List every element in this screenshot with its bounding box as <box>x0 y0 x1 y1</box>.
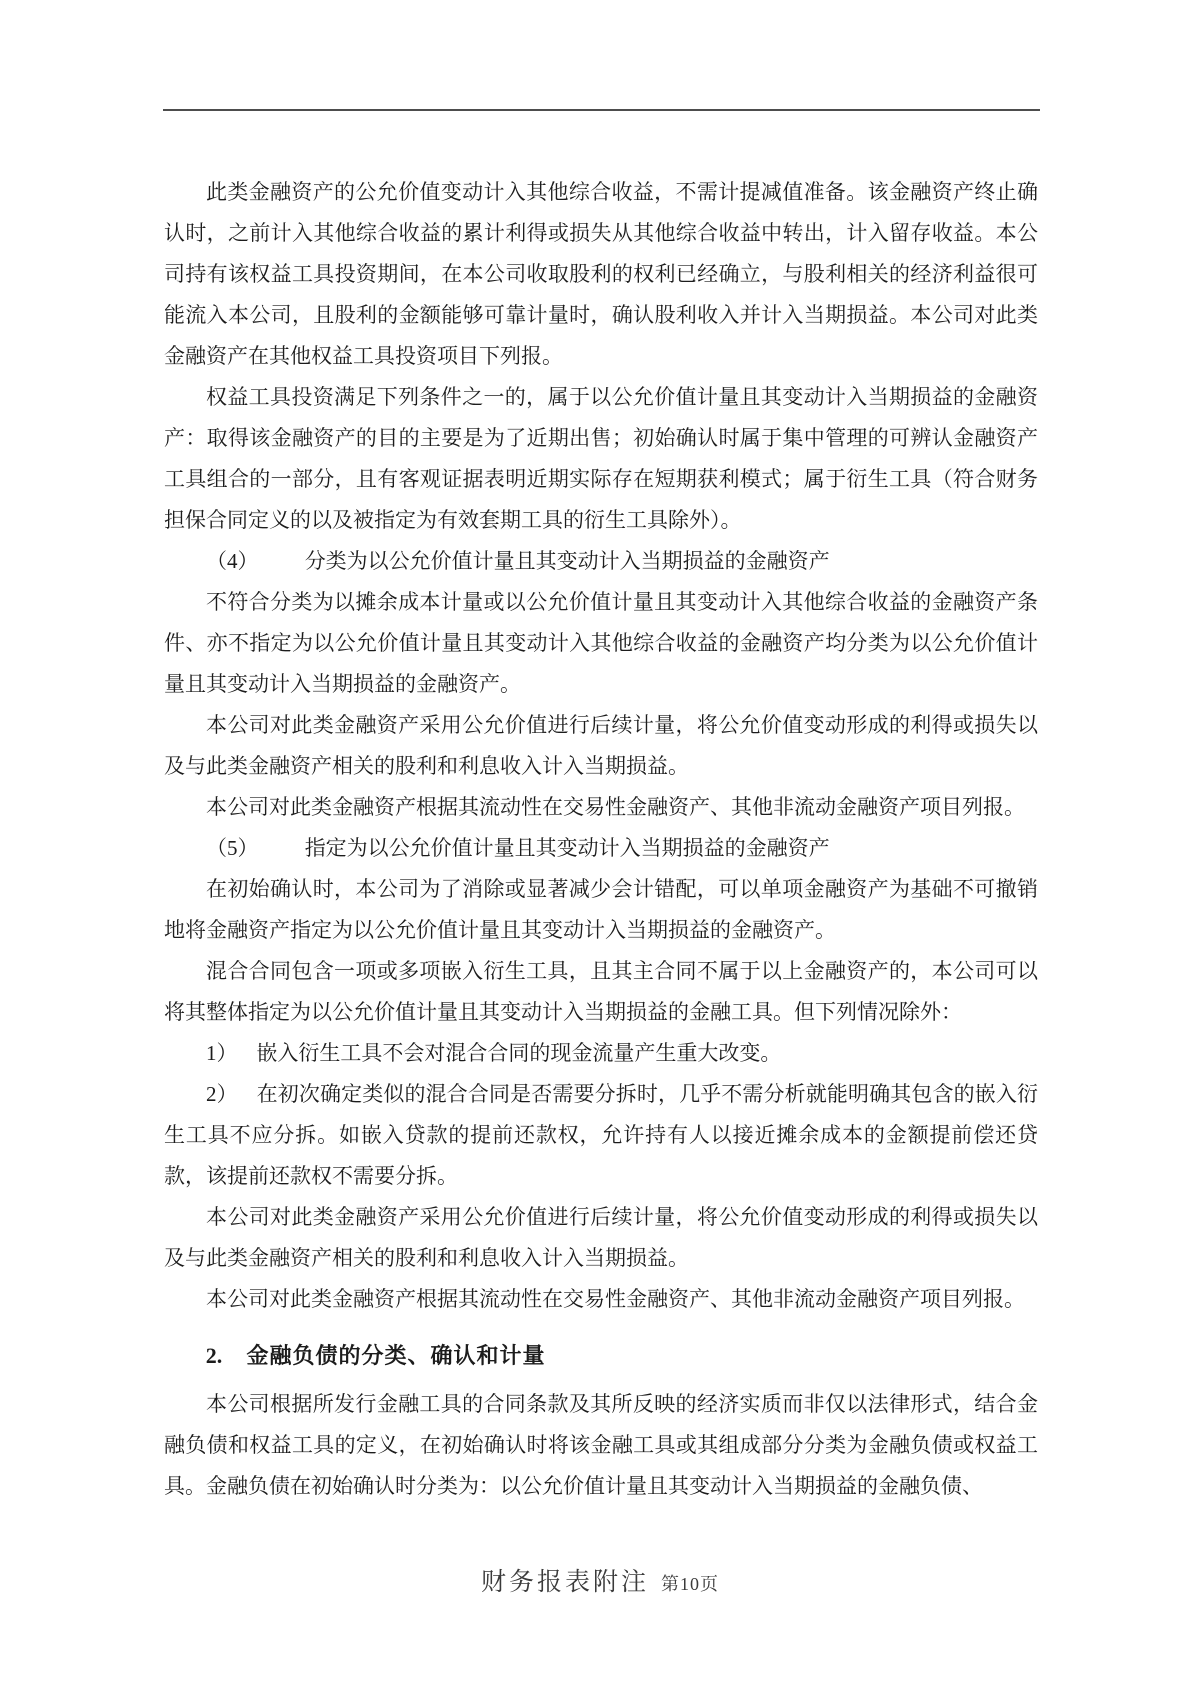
page-footer <box>0 1562 1200 1598</box>
footer-doc-title: 财务报表附注 <box>480 1569 649 1596</box>
paragraph: 本公司根据所发行金融工具的合同条款及其所反映的经济实质而非仅以法律形式，结合金融负债和权益工具的定义，在初始确认时将该金融工具或其组成部分分类为金融负债或权益工具。金融负债在初始确认时分类为：以公允价值计量且其变动计入当期损益的金融负债、 <box>164 1392 1038 1498</box>
item-marker: （4） <box>206 549 259 573</box>
paragraph: 在初始确认时，本公司为了消除或显著减少会计错配，可以单项金融资产为基础不可撤销地将金融资产指定为以公允价值计量且其变动计入当期损益的金融资产。 <box>164 877 1038 942</box>
list-item <box>164 1074 1038 1197</box>
item-text: 嵌入衍生工具不会对混合合同的现金流量产生重大改变。 <box>256 1041 782 1065</box>
item-text: 金融负债的分类、确认和计量 <box>246 1343 546 1368</box>
item-marker: 1） <box>206 1041 238 1065</box>
paragraph: 本公司对此类金融资产根据其流动性在交易性金融资产、其他非流动金融资产项目列报。 <box>206 795 1025 819</box>
paragraph: 此类金融资产的公允价值变动计入其他综合收益，不需计提减值准备。该金融资产终止确认时，之前计入其他综合收益的累计利得或损失从其他综合收益中转出，计入留存收益。本公司持有该权益工具投资期间，在本公司收取股利的权利已经确立，与股利相关的经济利益很可能流入本公司，且股利的金额能够可靠计量时，确认股利收入并计入当期损益。本公司对此类金融资产在其他权益工具投资项目下列报。 <box>164 180 1038 368</box>
paragraph: 权益工具投资满足下列条件之一的，属于以公允价值计量且其变动计入当期损益的金融资产：取得该金融资产的目的主要是为了近期出售；初始确认时属于集中管理的可辨认金融资产工具组合的一部分，且有客观证据表明近期实际存在短期获利模式；属于衍生工具（符合财务担保合同定义的以及被指定为有效套期工具的衍生工具除外）。 <box>164 385 1038 532</box>
item-text: 分类为以公允价值计量且其变动计入当期损益的金融资产 <box>304 549 830 573</box>
item-heading <box>164 828 1038 869</box>
paragraph: 混合合同包含一项或多项嵌入衍生工具，且其主合同不属于以上金融资产的，本公司可以将其整体指定为以公允价值计量且其变动计入当期损益的金融工具。但下列情况除外： <box>164 959 1038 1024</box>
item-text: 在初次确定类似的混合合同是否需要分拆时，几乎不需分析就能明确其包含的嵌入衍生工具不应分拆。如嵌入贷款的提前还款权，允许持有人以接近摊余成本的金额提前偿还贷款，该提前还款权不需要分拆。 <box>164 1082 1039 1188</box>
list-item <box>164 1033 1038 1074</box>
item-marker: （5） <box>206 836 259 860</box>
document-body <box>164 172 1038 1507</box>
item-text: 指定为以公允价值计量且其变动计入当期损益的金融资产 <box>304 836 830 860</box>
item-marker: 2. <box>205 1343 223 1368</box>
item-marker: 2） <box>206 1082 238 1106</box>
paragraph: 本公司对此类金融资产采用公允价值进行后续计量，将公允价值变动形成的利得或损失以及与此类金融资产相关的股利和利息收入计入当期损益。 <box>164 1205 1038 1270</box>
paragraph: 不符合分类为以摊余成本计量或以公允价值计量且其变动计入其他综合收益的金融资产条件、亦不指定为以公允价值计量且其变动计入其他综合收益的金融资产均分类为以公允价值计量且其变动计入当期损益的金融资产。 <box>164 590 1038 696</box>
header-divider <box>163 109 1040 111</box>
section-heading <box>164 1335 1038 1376</box>
paragraph: 本公司对此类金融资产根据其流动性在交易性金融资产、其他非流动金融资产项目列报。 <box>206 1287 1025 1311</box>
item-heading <box>164 541 1038 582</box>
paragraph: 本公司对此类金融资产采用公允价值进行后续计量，将公允价值变动形成的利得或损失以及与此类金融资产相关的股利和利息收入计入当期损益。 <box>164 713 1038 778</box>
footer-page-number: 第10页 <box>661 1574 719 1594</box>
